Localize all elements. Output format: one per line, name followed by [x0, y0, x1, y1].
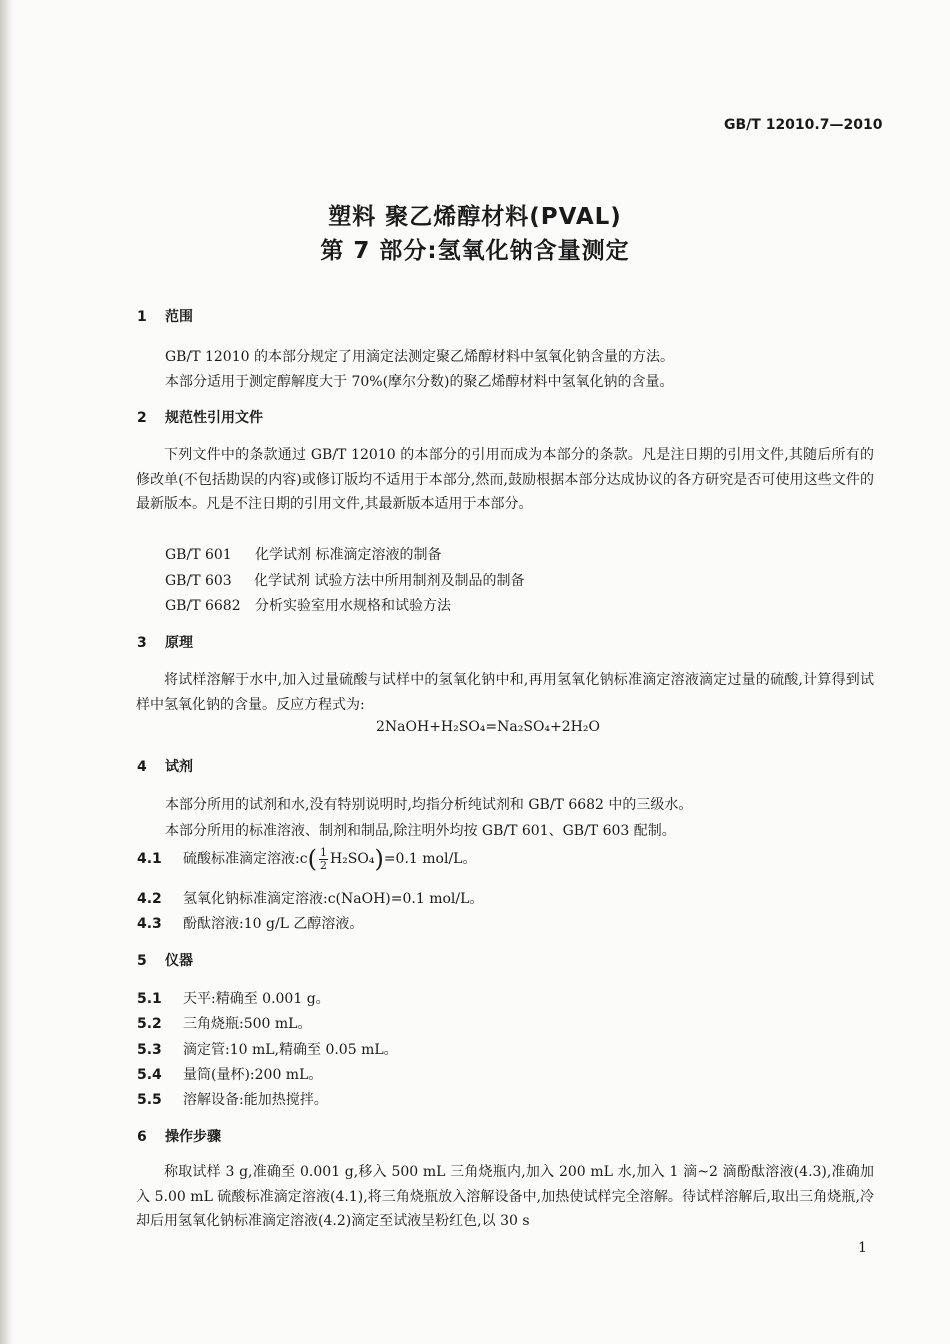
item-5-2	[137, 1013, 311, 1033]
section-4-paragraph-1: 本部分所用的试剂和水,没有特别说明时,均指分析纯试剂和 GB/T 6682 中的三级水。	[165, 797, 693, 813]
item-prefix: 硫酸标准滴定溶液:c	[183, 851, 308, 867]
item-text: 三角烧瓶:500 mL。	[183, 1016, 312, 1032]
section-number: 6	[137, 1129, 147, 1145]
reference-title: 分析实验室用水规格和试验方法	[255, 598, 451, 614]
reference-item	[165, 595, 451, 615]
section-1-paragraph-1: GB/T 12010 的本部分规定了用滴定法测定聚乙烯醇材料中氢氧化钠含量的方法。	[165, 349, 674, 365]
section-1-paragraph-2: 本部分适用于测定醇解度大于 70%(摩尔分数)的聚乙烯醇材料中氢氧化钠的含量。	[165, 374, 674, 390]
reference-item	[165, 570, 524, 590]
reference-code: GB/T 603	[165, 573, 232, 589]
item-number: 5.3	[137, 1042, 162, 1058]
formula: H₂SO₄	[329, 851, 375, 867]
section-1-heading	[137, 306, 193, 326]
reference-title: 化学试剂 试验方法中所用制剂及制品的制备	[254, 573, 525, 589]
reaction-equation: 2NaOH+H₂SO₄=Na₂SO₄+2H₂O	[376, 719, 600, 735]
reference-title: 化学试剂 标准滴定溶液的制备	[255, 547, 442, 563]
reference-code: GB/T 601	[165, 547, 232, 563]
item-5-1	[137, 988, 330, 1008]
item-text: 酚酞溶液:10 g/L 乙醇溶液。	[183, 916, 364, 932]
section-number: 2	[137, 410, 147, 426]
section-number: 5	[137, 953, 147, 969]
item-4-1	[137, 846, 476, 872]
item-text: 氢氧化钠标准滴定溶液:c(NaOH)=0.1 mol/L。	[183, 891, 484, 907]
left-paren: (	[307, 845, 317, 873]
section-title: 操作步骤	[165, 1129, 221, 1145]
section-title: 范围	[165, 309, 193, 325]
section-5-heading	[137, 950, 193, 970]
item-4-2	[137, 888, 483, 908]
item-5-5	[137, 1089, 328, 1109]
item-number: 4.2	[137, 891, 162, 907]
section-6-text: 称取试样 3 g,准确至 0.001 g,移入 500 mL 三角烧瓶内,加入 200 mL 水,加入 1 滴~2 滴酚酞溶液(4.3),准确加入 5.00 mL 硫酸标准滴定溶液(4.1),将三角烧瓶放入溶解设备中,加热使试样完全溶解。待试样溶解后,取出三角烧瓶,冷却后用氢氧化钠标准滴定溶液(4.2)滴定至试液呈粉红色,以 30 s	[136, 1164, 874, 1229]
section-3-text: 将试样溶解于水中,加入过量硫酸与试样中的氢氧化钠中和,再用氢氧化钠标准滴定溶液滴定过量的硫酸,计算得到试样中氢氧化钠的含量。反应方程式为:	[136, 672, 874, 713]
section-2-intro: 下列文件中的条款通过 GB/T 12010 的本部分的引用而成为本部分的条款。凡是注日期的引用文件,其随后所有的修改单(不包括勘误的内容)或修订版均不适用于本部分,然而,鼓励根据本部分达成协议的各方研究是否可使用这些文件的最新版本。凡是不注日期的引用文件,其最新版本适用于本部分。	[136, 447, 874, 512]
standard-code: GB/T 12010.7—2010	[724, 117, 883, 133]
fraction-denominator: 2	[319, 858, 327, 872]
section-3-heading	[137, 632, 193, 652]
title-line-2: 第 7 部分:氢氧化钠含量测定	[320, 238, 630, 264]
section-number: 1	[137, 309, 147, 325]
item-suffix: =0.1 mol/L。	[383, 851, 477, 867]
item-number: 5.5	[137, 1092, 162, 1108]
reference-item	[165, 544, 441, 564]
item-text: 量筒(量杯):200 mL。	[183, 1067, 323, 1083]
page-number: 1	[858, 1240, 867, 1256]
section-6-heading	[137, 1126, 221, 1146]
section-4-heading	[137, 756, 193, 776]
section-number: 4	[137, 759, 147, 775]
item-text: 溶解设备:能加热搅拌。	[183, 1092, 328, 1108]
item-text: 天平:精确至 0.001 g。	[183, 991, 330, 1007]
right-paren: )	[374, 845, 384, 873]
item-4-3	[137, 913, 363, 933]
item-number: 4.3	[137, 916, 162, 932]
item-5-3	[137, 1039, 398, 1059]
section-2-heading	[137, 407, 263, 427]
item-number: 5.4	[137, 1067, 162, 1083]
item-5-4	[137, 1064, 322, 1084]
fraction	[319, 847, 328, 872]
title-line-1: 塑料 聚乙烯醇材料(PVAL)	[328, 204, 622, 230]
section-title: 规范性引用文件	[165, 410, 263, 426]
section-title: 仪器	[165, 953, 193, 969]
section-number: 3	[137, 635, 147, 651]
section-title: 试剂	[165, 759, 193, 775]
item-number: 5.1	[137, 991, 162, 1007]
item-number: 4.1	[137, 851, 162, 867]
reference-code: GB/T 6682	[165, 598, 241, 614]
item-number: 5.2	[137, 1016, 162, 1032]
section-title: 原理	[165, 635, 193, 651]
fraction-numerator: 1	[319, 845, 327, 859]
item-text: 滴定管:10 mL,精确至 0.05 mL。	[183, 1042, 398, 1058]
section-4-paragraph-2: 本部分所用的标准溶液、制剂和制品,除注明外均按 GB/T 601、GB/T 603 配制。	[165, 823, 676, 839]
